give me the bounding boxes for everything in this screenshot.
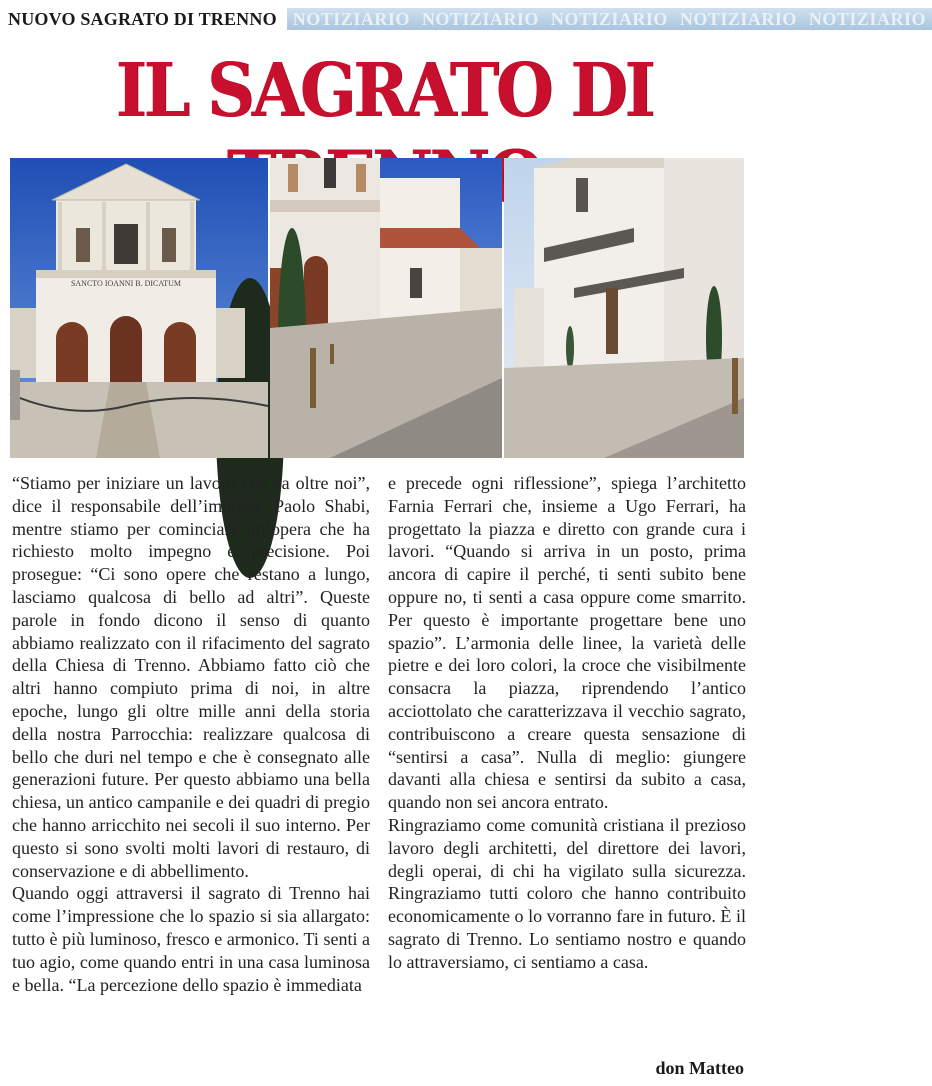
notiziario-ribbon [287, 8, 932, 30]
photo-church-lateral [504, 158, 744, 458]
article-column-left [12, 472, 370, 996]
photo-church-side [270, 158, 502, 458]
paragraph: “Stiamo per iniziare un lavoro che va oltre noi”, dice il responsabile dell’impresa, Paolo Shabi, mentre stiamo per cominciare un’opera che ha richiesto molto impegno e precisione. Poi prosegue: “Ci sono opere che restano a lungo, lasciamo qualcosa di bello ad altri”. Queste parole in fondo dicono il senso di quanto abbiamo realizzato con il rifacimento del sagrato della Chiesa di Trenno. Abbiamo fatto ciò che altri hanno compiuto prima di noi, in altre epoche, lungo gli oltre mille anni della storia della nostra Parrocchia: realizzare qualcosa di bello che duri nel tempo e che è consegnato alle generazioni future. Per questo abbiamo una bella chiesa, un antico campanile e dei quadri di pregio che hanno arricchito nei secoli il suo interno. Per questo si sono svolti molti lavori di restauro, di conservazione e di abbellimento. [12, 473, 370, 881]
paragraph: Ringraziamo come comunità cristiana il prezioso lavoro degli architetti, del direttore dei lavori, degli operai, di chi ha vigilato sulla sicurezza. Ringraziamo tutti coloro che hanno contribuito economicamente o lo vorranno fare in futuro. È il sagrato di Trenno. Lo sentiamo nostro e quando lo attraversiamo, ci sentiamo a casa. [388, 814, 746, 972]
ribbon-word: NOTIZIARIO [421, 8, 539, 29]
article-title: IL SAGRATO DI [115, 46, 653, 134]
author-signature: don Matteo [655, 1058, 744, 1078]
article-column-right [388, 472, 746, 974]
paragraph: e precede ogni riflessione”, spiega l’architetto Farnia Ferrari che, insieme a Ugo Ferrari, ha progettato la piazza e diretto con grande cura i lavori. “Quando si arriva in un posto, prima ancora di capire il perché, ti senti subito bene oppure no, ti senti a casa oppure come smarrito. Per questo è importante progettare bene uno spazio”. L’armonia delle linee, la varietà delle pietre e dei loro colori, la croce che visibilmente consacra la piazza, riprendendo l’antico acciottolato che caratterizzava il vecchio sagrato, contribuiscono a creare questa sensazione di “sentirsi a casa”. Nulla di meglio: giungere davanti alla chiesa e sentirsi da subito a casa, quando non sei ancora entrato. [388, 473, 746, 813]
photo-strip [10, 158, 744, 458]
paragraph: Quando oggi attraversi il sagrato di Trenno hai come l’impressione che lo spazio si sia allargato: tutto è più luminoso, fresco e armonico. Ti senti a tuo agio, come quando entri in una casa luminosa e bella. “La percezione dello spazio è immediata [12, 883, 370, 995]
facade-inscription: SANCTO IOANNI B. DICATUM [70, 279, 182, 288]
ribbon-word: NOTIZIARIO [292, 8, 410, 29]
photo-church-facade [10, 158, 268, 458]
ribbon-word: NOTIZIARIO [808, 8, 926, 29]
ribbon-word: NOTIZIARIO [550, 8, 668, 29]
header-bar [8, 6, 926, 32]
ribbon-word: NOTIZIARIO [679, 8, 797, 29]
section-label: NUOVO SAGRATO DI TRENNO [8, 8, 277, 29]
